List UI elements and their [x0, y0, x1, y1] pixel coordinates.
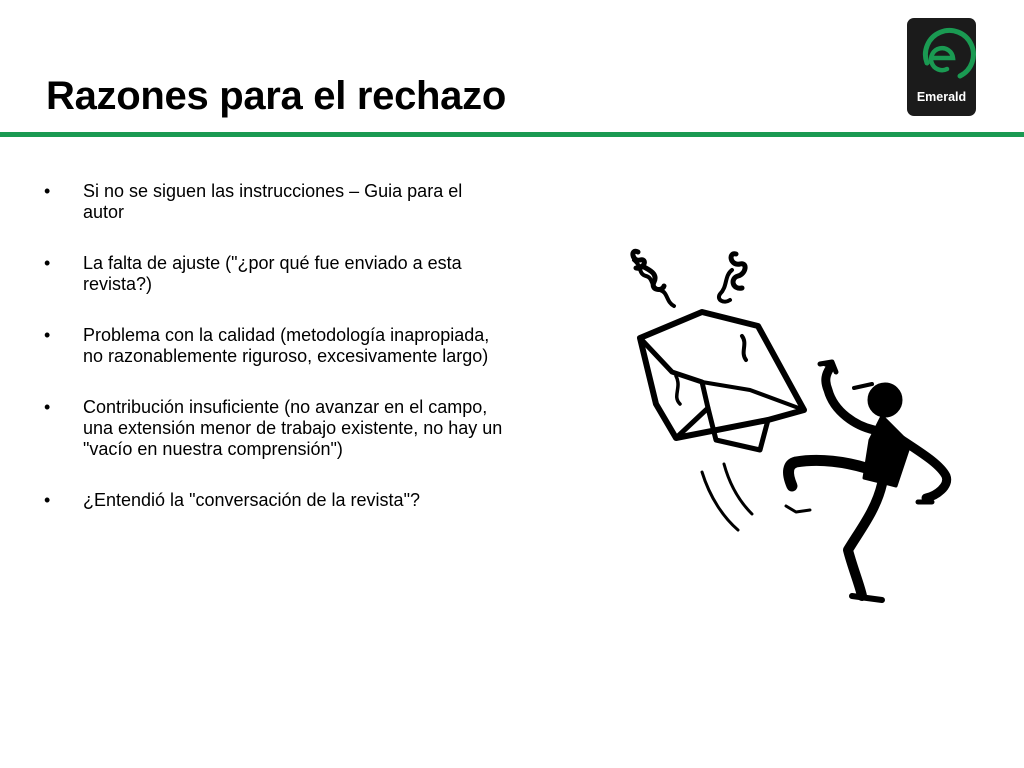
logo-label: Emerald [916, 90, 967, 104]
emerald-logo [907, 18, 976, 116]
slide-title: Razones para el rechazo [46, 74, 506, 118]
list-item: • Si no se siguen las instrucciones – Guia para el autor [44, 181, 504, 223]
person-kicking-box-illustration [620, 240, 960, 610]
list-item: • La falta de ajuste ("¿por qué fue enviado a esta revista?) [44, 253, 504, 295]
reasons-list [44, 181, 504, 541]
list-item: • Problema con la calidad (metodología inapropiada, no razonablemente riguroso, excesivamente largo) [44, 325, 504, 367]
title-divider [0, 132, 1024, 137]
list-item: • ¿Entendió la "conversación de la revista"? [44, 490, 504, 511]
list-item: • Contribución insuficiente (no avanzar en el campo, una extensión menor de trabajo existente, no hay un "vacío en nuestra comprensión") [44, 397, 504, 460]
